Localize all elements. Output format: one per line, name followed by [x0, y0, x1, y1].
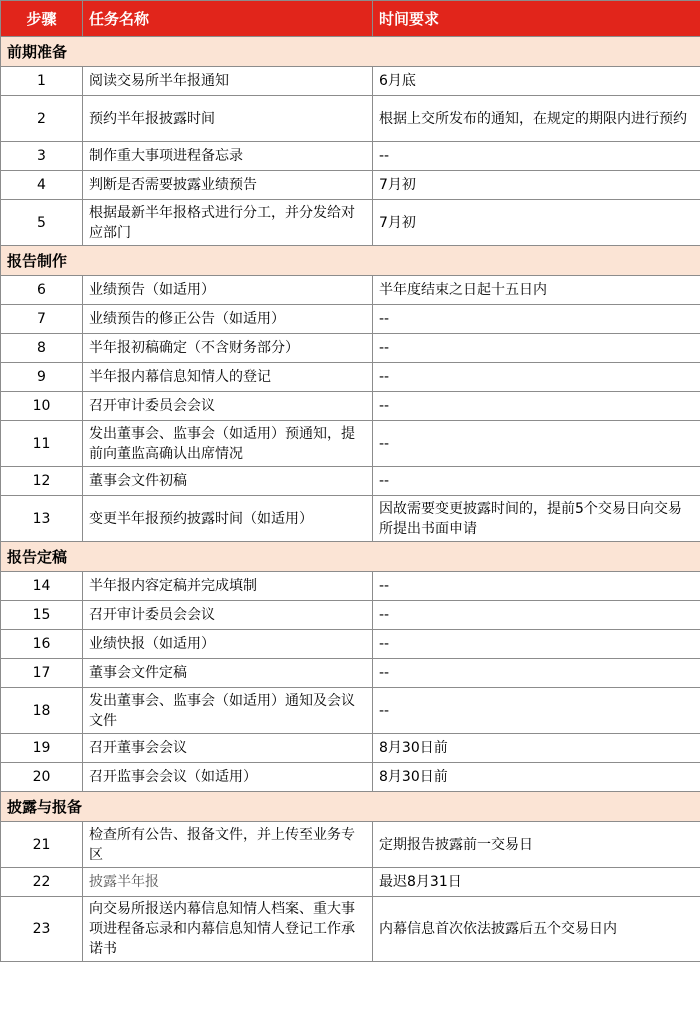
section-header-row	[1, 37, 700, 67]
step-number: 9	[1, 363, 83, 392]
section-header-row	[1, 542, 700, 572]
step-number: 7	[1, 305, 83, 334]
step-number: 12	[1, 467, 83, 496]
column-header-task: 任务名称	[83, 1, 373, 37]
table-row	[1, 868, 700, 897]
table-row	[1, 96, 700, 142]
task-name: 召开监事会会议（如适用）	[83, 763, 373, 792]
task-name: 披露半年报	[83, 868, 373, 897]
table-row	[1, 200, 700, 246]
table-row	[1, 630, 700, 659]
section-title: 披露与报备	[1, 792, 700, 822]
step-number: 8	[1, 334, 83, 363]
step-number: 18	[1, 688, 83, 734]
step-number: 19	[1, 734, 83, 763]
step-number: 15	[1, 601, 83, 630]
table-row	[1, 142, 700, 171]
time-requirement: --	[373, 305, 700, 334]
step-number: 14	[1, 572, 83, 601]
table-row	[1, 601, 700, 630]
step-number: 17	[1, 659, 83, 688]
time-requirement: --	[373, 142, 700, 171]
time-requirement: 6月底	[373, 67, 700, 96]
time-requirement: --	[373, 688, 700, 734]
step-number: 2	[1, 96, 83, 142]
time-requirement: --	[373, 572, 700, 601]
task-name: 根据最新半年报格式进行分工，并分发给对应部门	[83, 200, 373, 246]
time-requirement: --	[373, 601, 700, 630]
task-name: 制作重大事项进程备忘录	[83, 142, 373, 171]
table-row	[1, 822, 700, 868]
time-requirement: --	[373, 659, 700, 688]
task-name: 向交易所报送内幕信息知情人档案、重大事项进程备忘录和内幕信息知情人登记工作承诺书	[83, 897, 373, 962]
task-name: 业绩快报（如适用）	[83, 630, 373, 659]
task-name: 董事会文件定稿	[83, 659, 373, 688]
section-title: 前期准备	[1, 37, 700, 67]
task-name: 判断是否需要披露业绩预告	[83, 171, 373, 200]
table-row	[1, 688, 700, 734]
section-header-row	[1, 792, 700, 822]
table-row	[1, 334, 700, 363]
task-name: 预约半年报披露时间	[83, 96, 373, 142]
step-number: 11	[1, 421, 83, 467]
table-row	[1, 67, 700, 96]
table-row	[1, 363, 700, 392]
time-requirement: 7月初	[373, 171, 700, 200]
time-requirement: --	[373, 334, 700, 363]
task-name: 业绩预告的修正公告（如适用）	[83, 305, 373, 334]
step-number: 21	[1, 822, 83, 868]
table-header-row	[1, 1, 700, 37]
time-requirement: 定期报告披露前一交易日	[373, 822, 700, 868]
table-row	[1, 171, 700, 200]
task-name: 董事会文件初稿	[83, 467, 373, 496]
table-row	[1, 496, 700, 542]
step-number: 6	[1, 276, 83, 305]
table-row	[1, 421, 700, 467]
task-name: 业绩预告（如适用）	[83, 276, 373, 305]
time-requirement: 内幕信息首次依法披露后五个交易日内	[373, 897, 700, 962]
table-row	[1, 734, 700, 763]
time-requirement: 因故需要变更披露时间的，提前5个交易日向交易所提出书面申请	[373, 496, 700, 542]
section-title: 报告制作	[1, 246, 700, 276]
task-name: 半年报初稿确定（不含财务部分）	[83, 334, 373, 363]
table-row	[1, 276, 700, 305]
task-name: 半年报内幕信息知情人的登记	[83, 363, 373, 392]
step-number: 20	[1, 763, 83, 792]
table-row	[1, 897, 700, 962]
task-name: 阅读交易所半年报通知	[83, 67, 373, 96]
time-requirement: 最迟8月31日	[373, 868, 700, 897]
task-name: 召开审计委员会会议	[83, 601, 373, 630]
step-number: 4	[1, 171, 83, 200]
table-row	[1, 305, 700, 334]
time-requirement: 半年度结束之日起十五日内	[373, 276, 700, 305]
time-requirement: 7月初	[373, 200, 700, 246]
step-number: 10	[1, 392, 83, 421]
table-row	[1, 659, 700, 688]
table-row	[1, 572, 700, 601]
table-row	[1, 763, 700, 792]
step-number: 16	[1, 630, 83, 659]
step-number: 22	[1, 868, 83, 897]
task-name: 召开董事会会议	[83, 734, 373, 763]
task-name: 检查所有公告、报备文件，并上传至业务专区	[83, 822, 373, 868]
section-header-row	[1, 246, 700, 276]
step-number: 23	[1, 897, 83, 962]
step-number: 13	[1, 496, 83, 542]
column-header-time: 时间要求	[373, 1, 700, 37]
time-requirement: --	[373, 421, 700, 467]
task-name: 发出董事会、监事会（如适用）通知及会议文件	[83, 688, 373, 734]
time-requirement: --	[373, 630, 700, 659]
time-requirement: --	[373, 392, 700, 421]
time-requirement: 8月30日前	[373, 763, 700, 792]
task-name: 变更半年报预约披露时间（如适用）	[83, 496, 373, 542]
step-number: 1	[1, 67, 83, 96]
task-name: 半年报内容定稿并完成填制	[83, 572, 373, 601]
task-name: 召开审计委员会会议	[83, 392, 373, 421]
time-requirement: 根据上交所发布的通知，在规定的期限内进行预约	[373, 96, 700, 142]
time-requirement: 8月30日前	[373, 734, 700, 763]
task-name: 发出董事会、监事会（如适用）预通知，提前向董监高确认出席情况	[83, 421, 373, 467]
step-number: 5	[1, 200, 83, 246]
step-number: 3	[1, 142, 83, 171]
table-row	[1, 467, 700, 496]
time-requirement: --	[373, 467, 700, 496]
table-row	[1, 392, 700, 421]
time-requirement: --	[373, 363, 700, 392]
section-title: 报告定稿	[1, 542, 700, 572]
column-header-step: 步骤	[1, 1, 83, 37]
